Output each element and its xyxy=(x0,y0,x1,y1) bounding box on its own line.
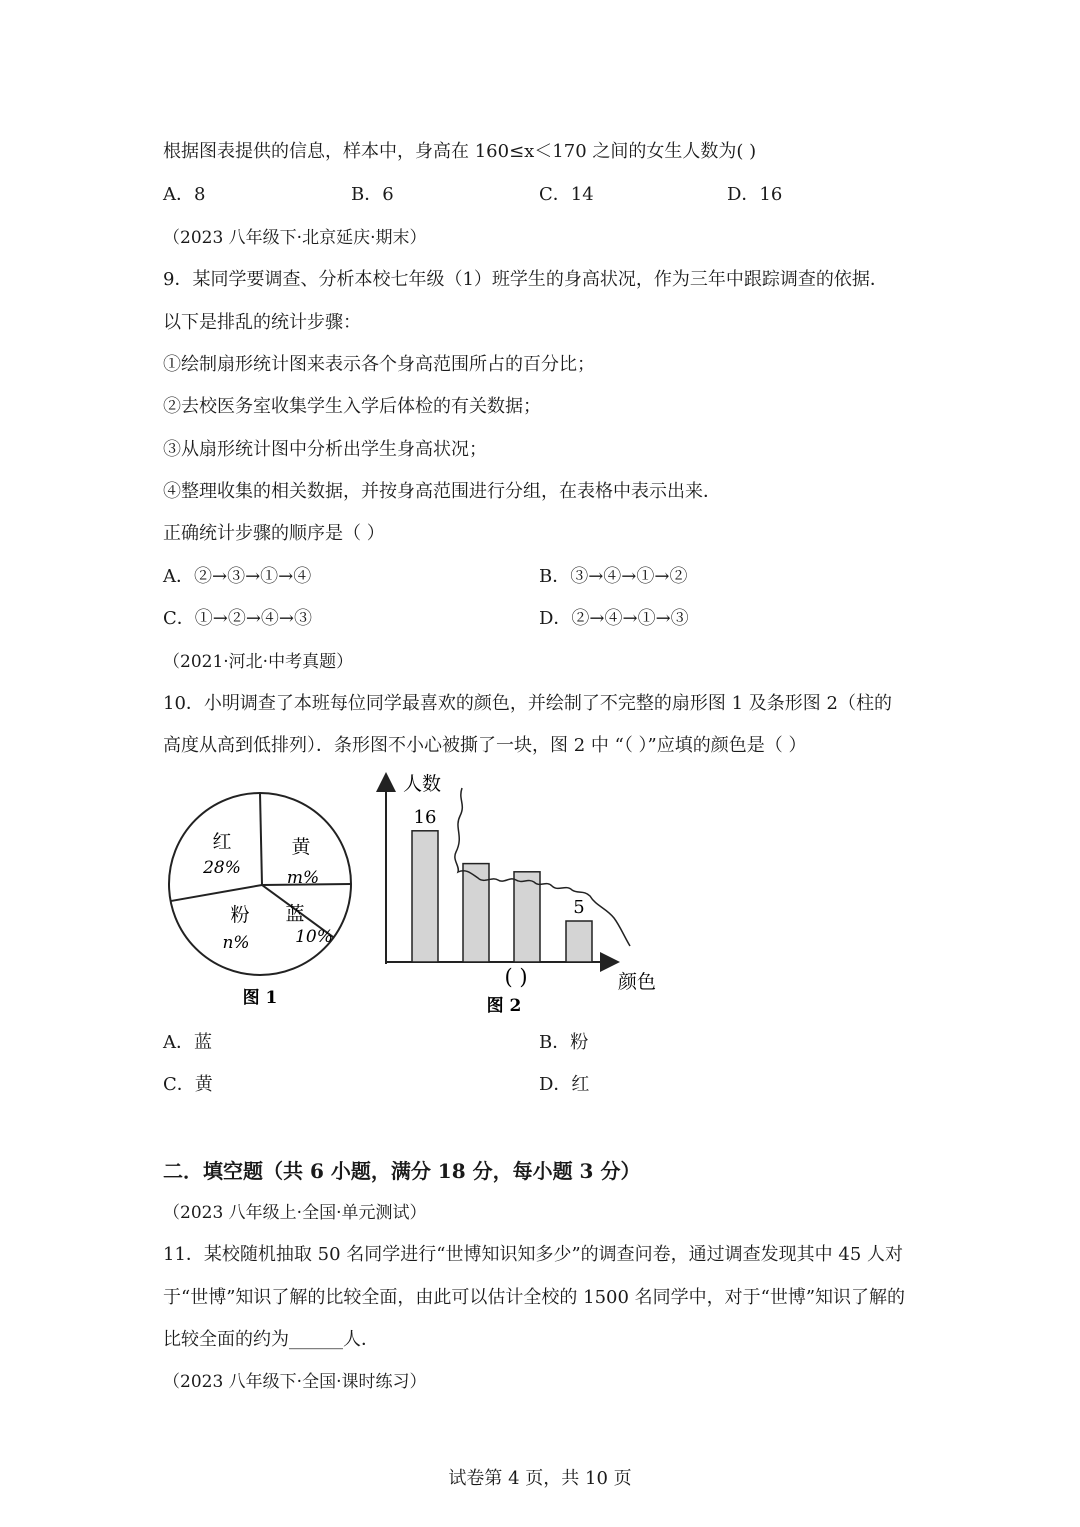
q10-option-c: C．黄 xyxy=(163,1074,213,1095)
q8-stem: 根据图表提供的信息，样本中，身高在 160≤x＜170 之间的女生人数为( ) xyxy=(163,141,757,162)
q9-step-3: ③从扇形统计图中分析出学生身高状况； xyxy=(163,439,487,460)
pie-value-pink: n% xyxy=(222,933,250,953)
pie-figure-title: 图 1 xyxy=(242,988,278,1008)
q9-question: 正确统计步骤的顺序是（ ） xyxy=(163,523,385,544)
q9-step-2: ②去校医务室收集学生入学后体检的有关数据； xyxy=(163,396,541,417)
q10-option-d: D．红 xyxy=(539,1074,590,1095)
q9-option-b: B．③→④→①→② xyxy=(539,566,688,587)
q9-stem-line1: 9．某同学要调查、分析本校七年级（1）班学生的身高状况，作为三年中跟踪调查的依据． xyxy=(163,269,888,290)
pie-chart-figure xyxy=(160,785,370,1015)
missing-category-label: ( ) xyxy=(504,965,528,989)
q10-stem-line2: 高度从高到低排列）．条形图不小心被撕了一块，图 2 中 “（ ）”应填的颜色是（ ） xyxy=(163,735,807,756)
bar-5 xyxy=(566,921,592,962)
pie-label-yellow: 黄 xyxy=(291,836,311,858)
q9-option-a: A．②→③→①→④ xyxy=(163,566,312,587)
q9-source: （2023 八年级下·北京延庆·期末） xyxy=(163,228,427,248)
bar-chart-figure xyxy=(370,768,670,1023)
bar-3 xyxy=(514,872,540,962)
bar-value-label-1: 16 xyxy=(413,806,437,828)
q11-line1: 11．某校随机抽取 50 名同学进行“世博知识知多少”的调查问卷，通过调查发现其中 45 人对 xyxy=(163,1244,904,1265)
q10-option-a: A．蓝 xyxy=(163,1032,212,1053)
y-axis-label: 人数 xyxy=(402,773,442,795)
q11-line2: 于“世博”知识了解的比较全面，由此可以估计全校的 1500 名同学中，对于“世博”知识了解的 xyxy=(163,1287,906,1308)
q10-source: （2021·河北·中考真题） xyxy=(163,652,354,672)
q9-option-c: C．①→②→④→③ xyxy=(163,608,313,629)
q10-stem-line1: 10．小明调查了本班每位同学最喜欢的颜色，并绘制了不完整的扇形图 1 及条形图 2（柱的 xyxy=(163,693,892,714)
q8-option-a: A．8 xyxy=(163,184,206,205)
bar-value-label-5: 5 xyxy=(573,897,585,918)
q8-option-b: B．6 xyxy=(351,184,394,205)
q9-option-d: D．②→④→①→③ xyxy=(539,608,689,629)
q9-step-1: ①绘制扇形统计图来表示各个身高范围所占的百分比； xyxy=(163,354,595,375)
pie-label-red: 红 xyxy=(212,831,232,853)
pie-boundary-red xyxy=(171,885,262,901)
q9-stem-line2: 以下是排乱的统计步骤： xyxy=(163,312,361,333)
x-axis-label: 颜色 xyxy=(617,971,657,993)
page-footer: 试卷第 4 页，共 10 页 xyxy=(448,1468,632,1489)
pie-value-yellow: m% xyxy=(286,868,320,888)
q10-option-b: B．粉 xyxy=(539,1032,589,1053)
q11-line3: 比较全面的约为______人． xyxy=(163,1329,379,1350)
pie-value-blue: 10% xyxy=(295,927,333,947)
q9-step-4: ④整理收集的相关数据，并按身高范围进行分组，在表格中表示出来． xyxy=(163,481,721,502)
q8-option-d: D．16 xyxy=(727,184,783,205)
q12-source: （2023 八年级下·全国·课时练习） xyxy=(163,1372,427,1392)
q8-option-c: C．14 xyxy=(539,184,594,205)
pie-boundary-yellow xyxy=(260,793,262,885)
pie-label-blue: 蓝 xyxy=(285,903,305,925)
bar-figure-title: 图 2 xyxy=(486,996,522,1016)
section-title-fill-in: 二．填空题（共 6 小题，满分 18 分，每小题 3 分） xyxy=(163,1159,641,1183)
pie-value-red: 28% xyxy=(203,858,241,878)
pie-label-pink: 粉 xyxy=(230,904,250,926)
q11-source: （2023 八年级上·全国·单元测试） xyxy=(163,1203,427,1223)
bar-1 xyxy=(412,831,438,962)
bar-2 xyxy=(463,864,489,962)
